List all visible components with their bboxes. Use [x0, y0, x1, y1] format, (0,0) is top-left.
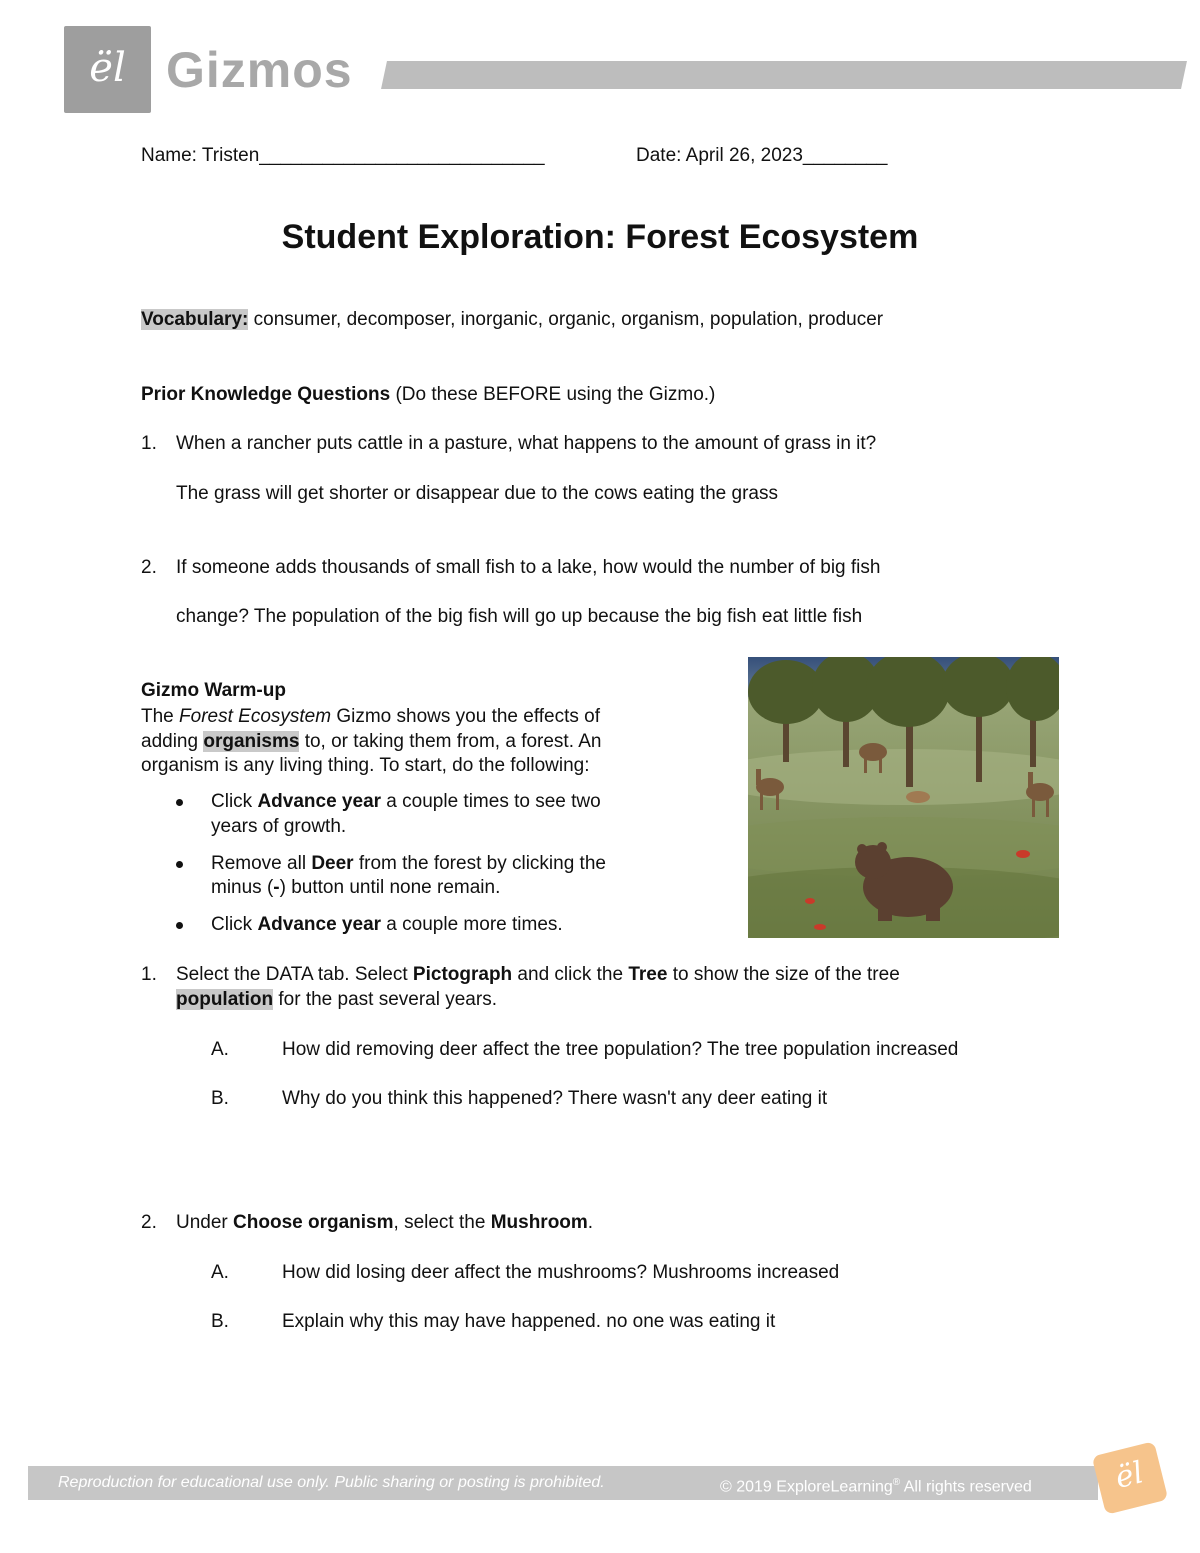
b2-d2: - — [273, 877, 280, 898]
section1-a-text: How did removing deer affect the tree population? The tree population increased — [282, 1039, 959, 1060]
b3-b: Advance year — [257, 914, 382, 935]
warmup-heading — [141, 679, 286, 703]
s1-l1-c: and click the — [512, 964, 629, 985]
page-title: Student Exploration: Forest Ecosystem — [281, 218, 919, 256]
warmup-bullet1-l2: years of growth. — [211, 816, 347, 837]
b2-c: from the forest by clicking the — [353, 853, 606, 874]
b1-b: Advance year — [257, 791, 382, 812]
warmup-bullet2-l1 — [211, 852, 606, 876]
footer-rights: All rights reserved — [900, 1478, 1032, 1496]
footer-copyright — [720, 1473, 1032, 1497]
s2-l1-e: . — [587, 1212, 594, 1233]
section1-num: 1. — [141, 964, 157, 985]
s2-l1-c: , select the — [393, 1212, 491, 1233]
bullet-2 — [176, 861, 183, 868]
header-bar — [381, 61, 1187, 89]
b1-a: Click — [211, 791, 258, 812]
s2-l1-b: Choose organism — [233, 1212, 394, 1233]
s2-l1-d: Mushroom — [490, 1212, 588, 1233]
prior-note: (Do these BEFORE using the Gizmo.) — [395, 384, 716, 405]
section1-a-label: A. — [211, 1039, 229, 1060]
explorelearning-logo — [64, 26, 151, 113]
warmup-bullet3 — [211, 913, 563, 937]
prior-q2-line1: If someone adds thousands of small fish to a lake, how would the number of big fish — [176, 557, 881, 578]
b1-c: a couple times to see two — [381, 791, 601, 812]
section2-line1 — [176, 1211, 593, 1235]
warmup-line3: organism is any living thing. To start, do the following: — [141, 755, 590, 776]
section2-num: 2. — [141, 1212, 157, 1233]
prior-knowledge-heading — [141, 383, 715, 407]
warmup-line1-a: The — [141, 706, 180, 727]
warmup-line2-a: adding — [141, 731, 204, 752]
footer-reg: ® — [892, 1477, 901, 1488]
b2-d3: ) button until none remain. — [279, 877, 501, 898]
warmup-line2-hl: organisms — [203, 731, 300, 752]
warmup-line1-em: Forest Ecosystem — [179, 706, 332, 727]
section1-b-label: B. — [211, 1088, 229, 1109]
warmup-line1-b: Gizmo shows you the effects of — [331, 706, 601, 727]
warmup-line2-b: to, or taking them from, a forest. An — [299, 731, 602, 752]
footer-logo-glyph: ël — [1111, 1455, 1147, 1496]
bullet-3 — [176, 922, 183, 929]
s2-l1-a: Under — [176, 1212, 234, 1233]
bullet-1 — [176, 799, 183, 806]
b3-c: a couple more times. — [381, 914, 563, 935]
section2-b-text: Explain why this may have happened. no one was eating it — [282, 1311, 776, 1332]
prior-q1-answer: The grass will get shorter or disappear due to the cows eating the grass — [176, 483, 778, 504]
section1-b-text: Why do you think this happened? There wasn't any deer eating it — [282, 1088, 828, 1109]
warmup-bullet2-l2 — [211, 876, 500, 900]
prior-q2-num: 2. — [141, 557, 157, 578]
date-label: Date: — [636, 145, 682, 166]
prior-q1-num: 1. — [141, 433, 157, 454]
b2-d1: minus ( — [211, 877, 274, 898]
vocabulary-label: Vocabulary: — [141, 309, 249, 330]
footer-disclaimer: Reproduction for educational use only. Public sharing or posting is prohibited. — [58, 1474, 605, 1491]
section2-b-label: B. — [211, 1311, 229, 1332]
b3-a: Click — [211, 914, 258, 935]
section2-a-label: A. — [211, 1262, 229, 1283]
footer-logo-icon — [1092, 1441, 1169, 1515]
section1-line2 — [176, 988, 497, 1012]
forest-ecosystem-image — [748, 657, 1059, 938]
s1-l1-e: to show the size of the tree — [667, 964, 900, 985]
date-line — [636, 144, 887, 168]
section2-a-text: How did losing deer affect the mushrooms? Mushrooms increased — [282, 1262, 840, 1283]
warmup-bullet1-l1 — [211, 790, 601, 814]
logo-glyph: ël — [89, 45, 126, 91]
date-blank: ________ — [802, 145, 888, 166]
s1-l1-d: Tree — [628, 964, 668, 985]
name-line — [141, 144, 545, 168]
s1-l2-hl: population — [176, 989, 274, 1010]
prior-q1-question: When a rancher puts cattle in a pasture, what happens to the amount of grass in it? — [176, 433, 877, 454]
b2-a: Remove all — [211, 853, 312, 874]
s1-l1-a: Select the DATA tab. Select — [176, 964, 413, 985]
name-blank: ___________________________ — [259, 145, 545, 166]
vocabulary-terms: consumer, decomposer, inorganic, organic, organism, population, producer — [253, 309, 884, 330]
warmup-line1 — [141, 705, 600, 729]
vocabulary-line — [141, 308, 883, 332]
warmup-heading-text: Gizmo Warm-up — [141, 680, 286, 701]
name-value: Tristen — [201, 145, 260, 166]
date-value: April 26, 2023 — [685, 145, 803, 166]
s1-l1-b: Pictograph — [412, 964, 513, 985]
name-label: Name: — [141, 145, 197, 166]
section1-line1 — [176, 963, 900, 987]
s1-l2-b: for the past several years. — [273, 989, 497, 1010]
prior-heading: Prior Knowledge Questions — [141, 384, 391, 405]
b2-b: Deer — [311, 853, 354, 874]
gizmos-brand: Gizmos — [166, 42, 353, 98]
warmup-line2 — [141, 730, 601, 754]
footer-copyright-text: © 2019 ExploreLearning — [720, 1478, 893, 1496]
prior-q2-line2: change? The population of the big fish will go up because the big fish eat little fish — [176, 606, 863, 627]
